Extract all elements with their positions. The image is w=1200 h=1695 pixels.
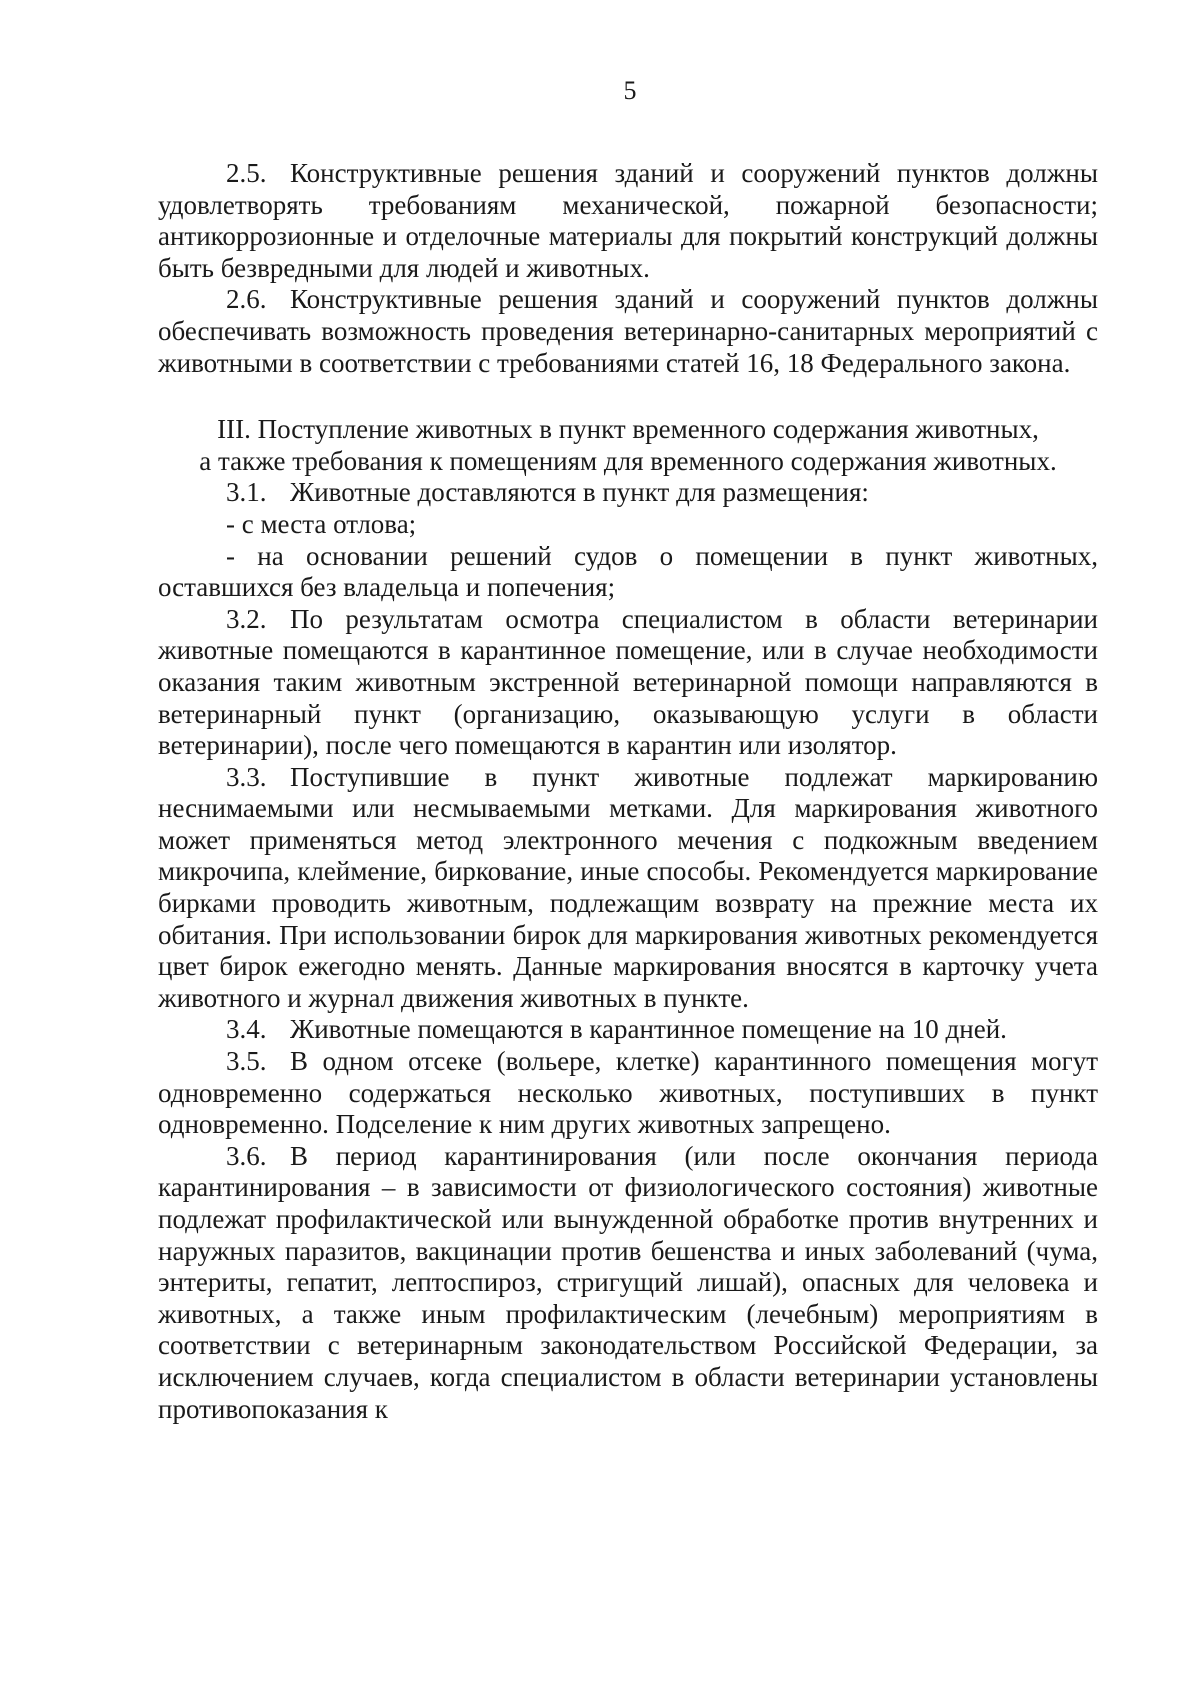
paragraph-text: Конструктивные решения зданий и сооружений пунктов должны обеспечивать возможность проведения ветеринарно-санитарных мероприятий с животными в соответствии с требованиями статей 16, 18 Федерального закона. [158, 284, 1098, 378]
paragraph-3-1 [158, 477, 1098, 509]
paragraph-2-6 [158, 284, 1098, 379]
paragraph-text: По результатам осмотра специалистом в области ветеринарии животные помещаются в карантинное помещение, или в случае необходимости оказания таким животным экстренной ветеринарной помощи направляются в ветеринарный пункт (организацию, оказывающую услуги в области ветеринарии), после чего помещаются в карантин или изолятор. [158, 603, 1098, 761]
section-heading-line-2: а также требования к помещениям для временного содержания животных. [199, 445, 1057, 476]
paragraph-text: Поступившие в пункт животные подлежат маркированию неснимаемыми или несмываемыми метками. Для маркирования животного может применяться метод электронного мечения с подкожным введением микрочипа, клеймение, биркование, иные способы. Рекомендуется маркирование бирками проводить животным, подлежащим возврату на прежние места их обитания. При использовании бирок для маркирования животных рекомендуется цвет бирок ежегодно менять. Данные маркирования вносятся в карточку учета животного и журнал движения животных в пункте. [158, 761, 1098, 1013]
page-number: 5 [623, 76, 637, 105]
list-item-dash-2: - на основании решений судов о помещении в пункт животных, оставшихся без владельца и попечения; [158, 540, 1098, 603]
paragraph-text: Животные доставляются в пункт для размещения: [290, 477, 869, 508]
paragraph-2-5 [158, 158, 1098, 284]
paragraph-number: 3.3. [226, 761, 267, 792]
paragraph-3-5 [158, 1046, 1098, 1141]
paragraph-text: Конструктивные решения зданий и сооружений пунктов должны удовлетворять требованиям механической, пожарной безопасности; антикоррозионные и отделочные материалы для покрытий конструкций должны быть безвредными для людей и животных. [158, 158, 1098, 283]
paragraph-number: 3.4. [226, 1014, 267, 1045]
paragraph-number: 3.6. [226, 1140, 267, 1171]
paragraph-number: 3.1. [226, 477, 267, 508]
list-item-dash-1: - с места отлова; [226, 508, 417, 539]
paragraph-3-6 [158, 1141, 1098, 1425]
paragraph-number: 3.5. [226, 1046, 267, 1077]
paragraph-text: В одном отсеке (вольере, клетке) карантинного помещения могут одновременно содержаться несколько животных, поступивших в пункт одновременно. Подселение к ним других животных запрещено. [158, 1046, 1098, 1140]
paragraph-number: 3.2. [226, 603, 267, 634]
section-heading-line-1: III. Поступление животных в пункт временного содержания животных, [217, 414, 1039, 445]
paragraph-number: 2.5. [226, 158, 267, 188]
paragraph-text: Животные помещаются в карантинное помещение на 10 дней. [290, 1014, 1007, 1045]
section-heading [158, 414, 1098, 477]
document-body [158, 158, 1098, 1425]
paragraph-text: В период карантинирования (или после окончания периода карантинирования – в зависимости от физиологического состояния) животные подлежат профилактической или вынужденной обработке против внутренних и наружных паразитов, вакцинации против бешенства и иных заболеваний (чума, энтериты, гепатит, лептоспироз, стригущий лишай), опасных для человека и животных, а также иным профилактическим (лечебным) мероприятиям в соответствии с ветеринарным законодательством Российской Федерации, за исключением случаев, когда специалистом в области ветеринарии установлены противопоказания к [158, 1140, 1098, 1424]
paragraph-3-3 [158, 762, 1098, 1015]
paragraph-number: 2.6. [226, 284, 267, 315]
paragraph-3-2 [158, 604, 1098, 762]
paragraph-3-4 [158, 1014, 1098, 1046]
